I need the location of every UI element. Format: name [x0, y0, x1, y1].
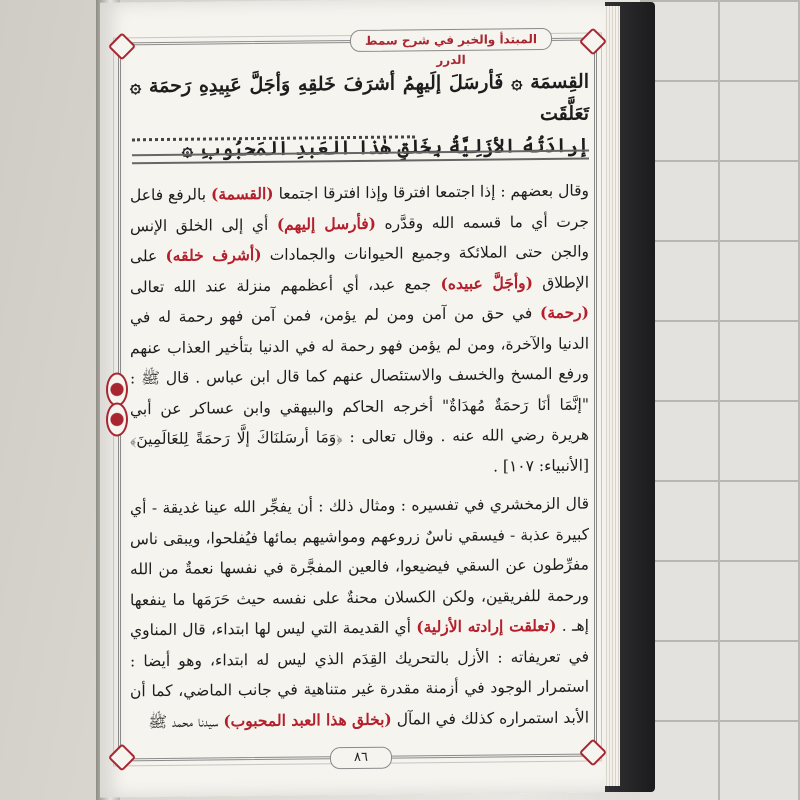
- commentary-segment: في حق من آمن ومن لم يؤمن، فمن آمن فهو رحمة له في الدنيا والآخرة، ومن لم يؤمن فهو رحمة له في الدنيا بتأخير العذاب عنهم ورفع المسخ والخسف والاستئصال عنهم كما قال ابن عباس . قال ﷺ : "إنَّمَا أنَا رَحمَةٌ مُهدَاةٌ" أخرجه الحاكم والبيهقي وابن عساكر عن أبي هريرة رضي الله عنه . وقال تعالى : ﴿وَمَا أرسَلنَاكَ إلَّا رَحمَةً لِلعَالَمِينَ﴾ [الأنبياء: ١٠٧] .: [130, 304, 589, 476]
- commentary-segment: أي القديمة التي ليس لها ابتداء، قال المناوي في تعريفاته : الأزل بالتحريك القِدَم الذي ليس له ابتداء، وهو أيضا : استمرار الوجود في أزمنة مقدرة غير متناهية في جانب الماضي، كما أن الأبد استمراره كذلك في المآل: [130, 618, 589, 729]
- commentary-segment: على الإطلاق: [130, 246, 589, 292]
- matn-line: إرادَتُهُ الأزَلِيَّةُ بِخَلقِ هٰذا العَبدِ المَحبُوبِ ۞: [181, 134, 589, 161]
- highlighted-term: (القسمة): [210, 183, 274, 204]
- side-ornament: [106, 372, 128, 406]
- highlighted-term: (بخلق هذا العبد المحبوب): [223, 709, 392, 730]
- running-head: المبتدأ والخبر في شرح سمط الدرر: [350, 28, 552, 52]
- highlighted-term: (فأرسل إليهم): [276, 213, 377, 234]
- commentary-segment: سيدنا محمد ﷺ: [148, 711, 224, 731]
- paragraph-gap: [130, 481, 589, 494]
- page-number: ٨٦: [330, 747, 392, 770]
- commentary-segment: وقال بعضهم : إذا اجتمعا افترقا وإذا افترقا اجتمعا: [273, 181, 589, 203]
- dotted-separator: [132, 121, 415, 141]
- highlighted-term: (تعلقت إرادته الأزلية): [416, 615, 557, 637]
- highlighted-term: (رحمة): [539, 302, 589, 323]
- side-ornament: [106, 402, 128, 436]
- commentary-segment: جمع عبد، أي أعظمهم منزلة عند الله تعالى: [130, 274, 441, 296]
- commentary-segment: بالرفع فاعل جرت أي ما قسمه الله وقدَّره: [130, 185, 589, 233]
- commentary-segment: قال الزمخشري في تفسيره : ومثال ذلك : أن يفجِّر الله عينا غديقة - أي كبيرة عذبة - فيسقي ناسٌ زروعهم ومواشيهم بمائها فيُفلحوا، ويبقى ناس مفرِّطون عن السقي فيضيعوا، فالعين المفجَّرة في نفسها نعمةٌ من الله ورحمة للفريقين، ولكن الكسلان محنةٌ على نفسه حيث حَرَمَها ما ينفعها إهـ .: [130, 494, 589, 635]
- highlighted-term: (أشرف خلقه): [165, 244, 262, 265]
- book-page: [100, 0, 605, 798]
- commentary-segment: أي إلى الخلق الإنس والجن حتى الملائكة وجميع الحيوانات والجمادات: [130, 215, 590, 264]
- matn-line: القِسمَة ۞ فَأرسَلَ إلَيهِمُ أشرَفَ خَلقِهِ وَأجَلَّ عَبِيدِهِ رَحمَة ۞ تَعَلَّقَت: [130, 70, 589, 126]
- highlighted-term: (وأجَلَّ عبيده): [440, 272, 533, 293]
- tiled-wall: [640, 0, 800, 800]
- commentary-text: [130, 176, 589, 738]
